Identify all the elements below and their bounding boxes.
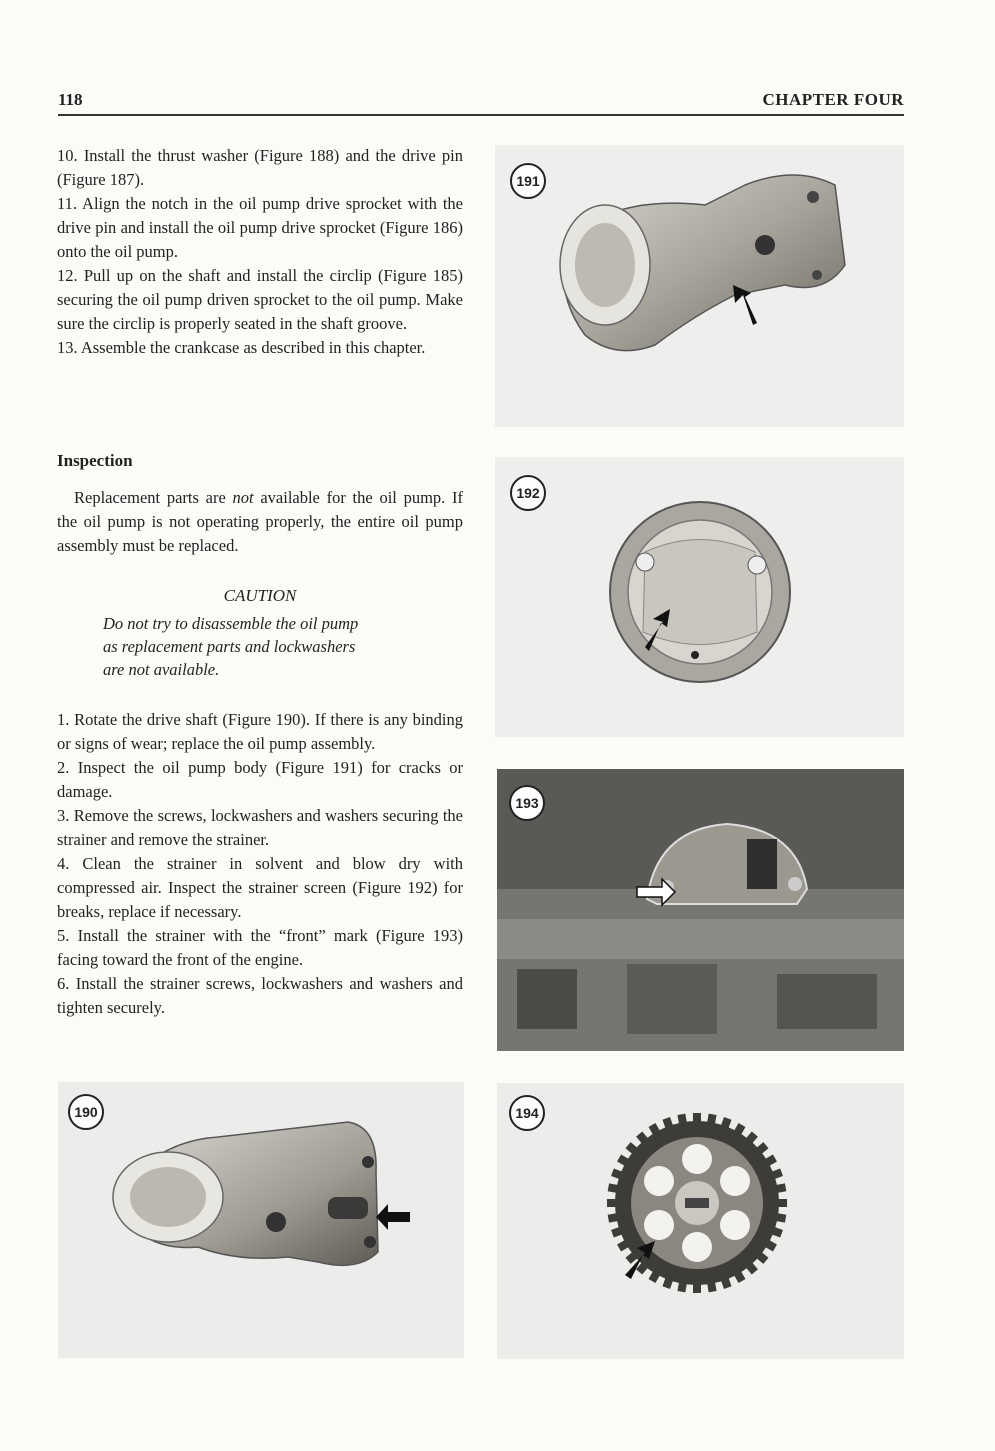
chapter-title: CHAPTER FOUR [762, 90, 904, 109]
install-steps [57, 144, 463, 360]
step: 4. Clean the strainer in solvent and blow dry with compressed air. Inspect the strainer screen (Figure 192) for breaks, replace if necessary. [57, 854, 463, 921]
step: 5. Install the strainer with the “front” mark (Figure 193) facing toward the front of the engine. [57, 926, 463, 969]
figure-number-badge: 192 [510, 475, 546, 511]
inspection-intro: Replacement parts are not available for the oil pump. If the oil pump is not operating properly, the entire oil pump assembly must be replaced. [57, 488, 464, 555]
figure-190-photo [58, 1082, 464, 1358]
figure-193-photo [497, 769, 904, 1051]
page-header [58, 88, 904, 116]
figure-191-photo [495, 145, 904, 427]
page-number: 118 [58, 90, 83, 109]
caution-title: CAUTION [223, 586, 297, 605]
caution-body: Do not try to disassemble the oil pump as replacement parts and lockwashers are not available. [103, 614, 359, 679]
figure-194-photo [497, 1083, 904, 1359]
step: 6. Install the strainer screws, lockwashers and washers and tighten securely. [57, 974, 463, 1017]
figure-number-badge: 190 [68, 1094, 104, 1130]
step: 1. Rotate the drive shaft (Figure 190). If there is any binding or signs of wear; replace the oil pump assembly. [57, 710, 463, 753]
inspection-steps [57, 708, 463, 1020]
step: 12. Pull up on the shaft and install the circlip (Figure 185) securing the oil pump driven sprocket to the oil pump. Make sure the circlip is properly seated in the shaft groove. [57, 266, 464, 333]
step: 10. Install the thrust washer (Figure 188) and the drive pin (Figure 187). [57, 146, 463, 189]
figure-number-badge: 193 [509, 785, 545, 821]
step: 11. Align the notch in the oil pump drive sprocket with the drive pin and install the oil pump drive sprocket (Figure 186) onto the oil pump. [57, 194, 464, 261]
step: 13. Assemble the crankcase as described in this chapter. [57, 338, 426, 357]
figure-number-badge: 191 [510, 163, 546, 199]
figure-192-photo [495, 457, 904, 737]
section-heading: Inspection [57, 451, 133, 470]
step: 2. Inspect the oil pump body (Figure 191) for cracks or damage. [57, 758, 463, 801]
figure-number-badge: 194 [509, 1095, 545, 1131]
step: 3. Remove the screws, lockwashers and washers securing the strainer and remove the strainer. [57, 806, 463, 849]
